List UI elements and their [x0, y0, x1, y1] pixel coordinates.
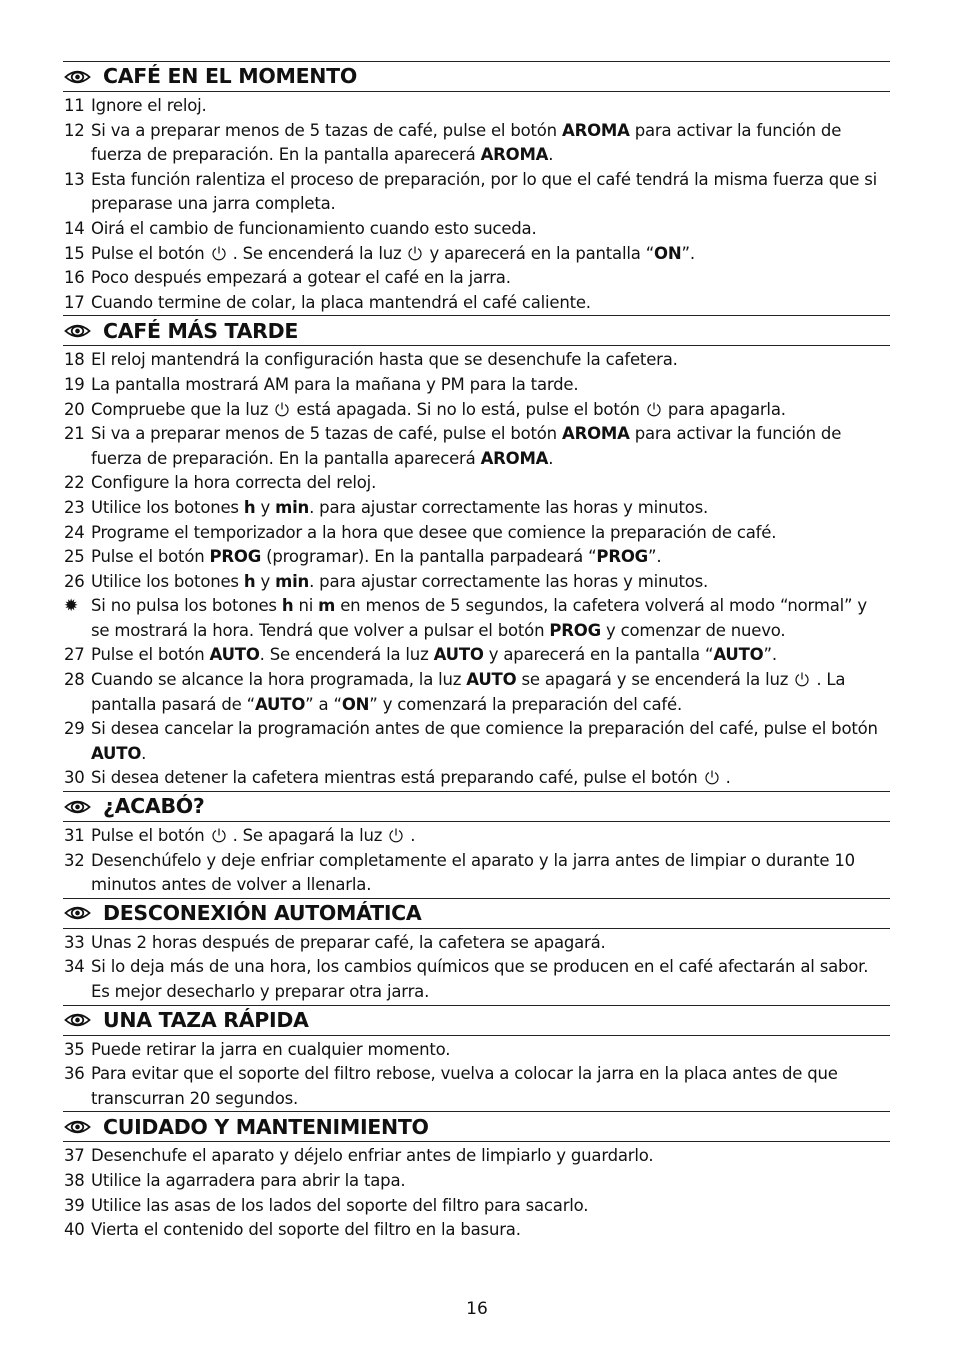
- bold-term: AROMA: [480, 145, 549, 165]
- section-items: [63, 1038, 890, 1112]
- list-item: [63, 217, 890, 242]
- item-number: 12: [64, 120, 85, 140]
- list-item: [63, 545, 890, 570]
- item-text: y: [255, 571, 276, 591]
- list-item: [63, 849, 890, 898]
- bold-term: AUTO: [433, 645, 484, 665]
- section-header: [63, 791, 890, 822]
- item-text: .: [725, 768, 731, 788]
- item-text: ”.: [648, 547, 662, 567]
- bold-term: min: [275, 497, 310, 517]
- list-item: [63, 242, 890, 267]
- page-number: 16: [466, 1299, 488, 1319]
- item-number: 31: [64, 826, 85, 846]
- item-text: .: [410, 826, 416, 846]
- item-text: Programe el temporizador a la hora que desee que comience la preparación de café.: [91, 522, 777, 542]
- item-text: El reloj mantendrá la configuración hasta que se desenchufe la cafetera.: [91, 350, 678, 370]
- item-number: 24: [64, 522, 85, 542]
- item-number: 38: [64, 1170, 85, 1190]
- list-item: [63, 521, 890, 546]
- power-icon: [211, 827, 227, 844]
- bold-term: ON: [341, 694, 370, 714]
- list-item: [63, 471, 890, 496]
- item-number: 21: [64, 424, 85, 444]
- sun-star-icon: ✹: [64, 596, 79, 617]
- bold-term: AUTO: [255, 694, 306, 714]
- section-title: CUIDADO Y MANTENIMIENTO: [103, 1114, 429, 1139]
- list-item: [63, 668, 890, 717]
- list-item: [63, 643, 890, 668]
- list-item: [63, 168, 890, 217]
- item-text: Desenchúfelo y deje enfriar completamente el aparato y la jarra antes de limpiar o durante 10 minutos antes de volver a llenarla.: [91, 850, 855, 895]
- bold-term: PROG: [596, 547, 648, 567]
- item-text: . para ajustar correctamente las horas y minutos.: [309, 571, 709, 591]
- item-number: 34: [64, 957, 85, 977]
- item-text: (programar). En la pantalla parpadeará “: [261, 547, 597, 567]
- instruction-section: [63, 61, 890, 315]
- item-text: .: [548, 448, 554, 468]
- item-text: Si va a preparar menos de 5 tazas de café, pulse el botón: [91, 120, 562, 140]
- bold-term: AROMA: [562, 424, 630, 444]
- item-text: Pulse el botón: [91, 243, 210, 263]
- item-text: para activar la función de fuerza de preparación. En la pantalla aparecerá: [91, 120, 842, 165]
- list-item: [63, 1194, 890, 1219]
- instruction-section: [63, 1111, 890, 1242]
- item-text: Ignore el reloj.: [91, 96, 207, 115]
- item-text: .: [141, 743, 147, 763]
- power-icon: [704, 769, 720, 786]
- section-items: [63, 1144, 890, 1242]
- item-text: Unas 2 horas después de preparar café, la cafetera se apagará.: [91, 932, 606, 952]
- list-item: [63, 266, 890, 291]
- instruction-section: [63, 898, 890, 1005]
- item-number: 27: [64, 645, 85, 665]
- item-text: Para evitar que el soporte del filtro rebose, vuelva a colocar la jarra en la placa antes de que transcurran 20 segundos.: [91, 1064, 838, 1108]
- item-number: 25: [64, 547, 85, 567]
- bold-term: PROG: [549, 620, 601, 640]
- list-item: [63, 766, 890, 791]
- item-text: La pantalla mostrará AM para la mañana y PM para la tarde.: [91, 374, 579, 394]
- item-number: 20: [64, 399, 85, 419]
- item-number: 18: [64, 350, 85, 370]
- item-text: ” y comenzará la preparación del café.: [369, 694, 683, 714]
- item-text: para activar la función de fuerza de preparación. En la pantalla aparecerá: [91, 424, 842, 468]
- bold-term: AUTO: [466, 670, 517, 690]
- list-item: [63, 824, 890, 849]
- item-text: y aparecerá en la pantalla “: [483, 645, 714, 665]
- item-text: Poco después empezará a gotear el café en la jarra.: [91, 268, 511, 288]
- bold-term: h: [281, 596, 294, 616]
- section-items: [63, 348, 890, 791]
- section-header: [63, 898, 890, 929]
- item-text: Cuando se alcance la hora programada, la luz: [91, 670, 467, 690]
- item-text: .: [548, 145, 554, 165]
- item-text: para apagarla.: [667, 399, 786, 419]
- item-text: ” a “: [305, 694, 342, 714]
- power-icon: [646, 401, 662, 418]
- item-text: ”.: [681, 243, 695, 263]
- bold-term: ON: [654, 243, 682, 263]
- list-item: [63, 119, 890, 168]
- item-text: Vierta el contenido del soporte del filtro en la basura.: [91, 1220, 521, 1240]
- item-number: 33: [64, 932, 85, 952]
- item-text: en menos de 5 segundos, la cafetera volverá al modo “normal” y se mostrará la hora. Tendrá que volver a pulsar el botón: [91, 596, 867, 640]
- section-header: [63, 315, 890, 346]
- eye-icon: [64, 1117, 94, 1137]
- item-text: . La pantalla pasará de “: [91, 670, 846, 714]
- item-number: 14: [64, 218, 85, 238]
- bold-term: h: [243, 497, 256, 517]
- list-item: [63, 398, 890, 423]
- item-text: . Se encenderá la luz: [232, 243, 407, 263]
- bold-term: AROMA: [480, 448, 549, 468]
- list-item: [63, 570, 890, 595]
- list-item: [63, 1169, 890, 1194]
- item-text: . Se encenderá la luz: [259, 645, 434, 665]
- item-number: 29: [64, 719, 85, 739]
- bold-term: AUTO: [713, 645, 764, 665]
- list-item: [63, 1218, 890, 1243]
- instruction-section: [63, 315, 890, 791]
- item-text: y: [255, 497, 276, 517]
- item-number: 16: [64, 268, 85, 288]
- list-item: [63, 373, 890, 398]
- list-item: [63, 422, 890, 471]
- item-number: 32: [64, 850, 85, 870]
- power-icon: [274, 401, 290, 418]
- item-text: y aparecerá en la pantalla “: [429, 243, 655, 263]
- item-number: 30: [64, 768, 85, 788]
- item-text: Desenchufe el aparato y déjelo enfriar antes de limpiarlo y guardarlo.: [91, 1146, 654, 1166]
- bold-term: h: [243, 571, 256, 591]
- section-items: [63, 824, 890, 898]
- item-number: 23: [64, 497, 85, 517]
- item-text: Pulse el botón: [91, 645, 210, 665]
- item-number: 28: [64, 670, 85, 690]
- list-item: [63, 348, 890, 373]
- item-text: y comenzar de nuevo.: [600, 620, 786, 640]
- section-title: DESCONEXIÓN AUTOMÁTICA: [103, 901, 422, 926]
- item-text: Si va a preparar menos de 5 tazas de café, pulse el botón: [91, 424, 562, 444]
- list-item: [63, 717, 890, 766]
- section-header: [63, 1005, 890, 1036]
- item-text: Utilice los botones: [91, 571, 244, 591]
- bold-term: m: [318, 596, 336, 616]
- item-number: 40: [64, 1220, 85, 1240]
- item-text: Si no pulsa los botones: [91, 596, 282, 616]
- item-text: Cuando termine de colar, la placa mantendrá el café caliente.: [91, 292, 591, 312]
- bold-term: min: [275, 571, 310, 591]
- section-title: UNA TAZA RÁPIDA: [103, 1007, 309, 1032]
- item-text: Utilice los botones: [91, 497, 244, 517]
- item-text: Utilice las asas de los lados del soporte del filtro para sacarlo.: [91, 1195, 589, 1215]
- section-items: [63, 94, 890, 315]
- item-number: 22: [64, 473, 85, 493]
- item-text: Utilice la agarradera para abrir la tapa.: [91, 1170, 406, 1190]
- section-header: [63, 61, 890, 92]
- item-text: está apagada. Si no lo está, pulse el botón: [296, 399, 645, 419]
- list-item: [63, 1144, 890, 1169]
- item-text: Si desea cancelar la programación antes de que comience la preparación del café, pulse el botón: [91, 719, 878, 739]
- item-text: Pulse el botón: [91, 826, 210, 846]
- item-text: Si lo deja más de una hora, los cambios químicos que se producen en el café afectarán al sabor. Es mejor desecharlo y preparar otra jarra.: [91, 957, 869, 1001]
- item-text: . para ajustar correctamente las horas y minutos.: [309, 497, 709, 517]
- item-number: 19: [64, 374, 85, 394]
- bold-term: AUTO: [91, 743, 142, 763]
- list-item: [63, 94, 890, 119]
- power-icon: [388, 827, 404, 844]
- bold-term: PROG: [209, 547, 262, 567]
- power-icon: [211, 245, 227, 262]
- item-number: 36: [64, 1064, 85, 1084]
- instructions-content: [63, 61, 890, 1243]
- instruction-section: [63, 1005, 890, 1112]
- list-item: [63, 291, 890, 316]
- power-icon: [794, 671, 810, 688]
- section-header: [63, 1111, 890, 1142]
- eye-icon: [64, 67, 94, 87]
- item-text: ni: [293, 596, 319, 616]
- item-number: 35: [64, 1039, 85, 1059]
- item-number: 39: [64, 1195, 85, 1215]
- eye-icon: [64, 797, 94, 817]
- item-text: Esta función ralentiza el proceso de preparación, por lo que el café tendrá la misma fuerza que si preparase una jarra completa.: [91, 169, 878, 214]
- section-title: CAFÉ MÁS TARDE: [103, 318, 299, 343]
- bold-term: AROMA: [562, 120, 630, 140]
- item-text: ”.: [763, 645, 777, 665]
- list-item: [63, 496, 890, 521]
- list-item: [63, 955, 890, 1004]
- list-item: [63, 1038, 890, 1063]
- item-text: Oirá el cambio de funcionamiento cuando esto suceda.: [91, 218, 537, 238]
- section-items: [63, 931, 890, 1005]
- instruction-section: [63, 791, 890, 898]
- list-item: [63, 931, 890, 956]
- item-number: 26: [64, 571, 85, 591]
- bold-term: AUTO: [209, 645, 260, 665]
- item-text: Puede retirar la jarra en cualquier momento.: [91, 1039, 451, 1059]
- item-text: Si desea detener la cafetera mientras está preparando café, pulse el botón: [91, 768, 703, 788]
- power-icon: [407, 245, 423, 262]
- item-text: Configure la hora correcta del reloj.: [91, 473, 377, 493]
- item-number: 17: [64, 292, 85, 312]
- list-item: [63, 1062, 890, 1111]
- item-text: Pulse el botón: [91, 547, 210, 567]
- item-number: 37: [64, 1146, 85, 1166]
- item-text: . Se apagará la luz: [232, 826, 388, 846]
- item-number: 15: [64, 243, 85, 263]
- item-text: se apagará y se encenderá la luz: [516, 670, 794, 690]
- section-title: CAFÉ EN EL MOMENTO: [103, 64, 357, 89]
- eye-icon: [64, 1010, 94, 1030]
- item-number: 11: [64, 96, 85, 115]
- item-text: Compruebe que la luz: [91, 399, 274, 419]
- eye-icon: [64, 321, 94, 341]
- item-number: 13: [64, 169, 85, 189]
- section-title: ¿ACABÓ?: [103, 794, 205, 819]
- note-item: [63, 594, 890, 643]
- eye-icon: [64, 903, 94, 923]
